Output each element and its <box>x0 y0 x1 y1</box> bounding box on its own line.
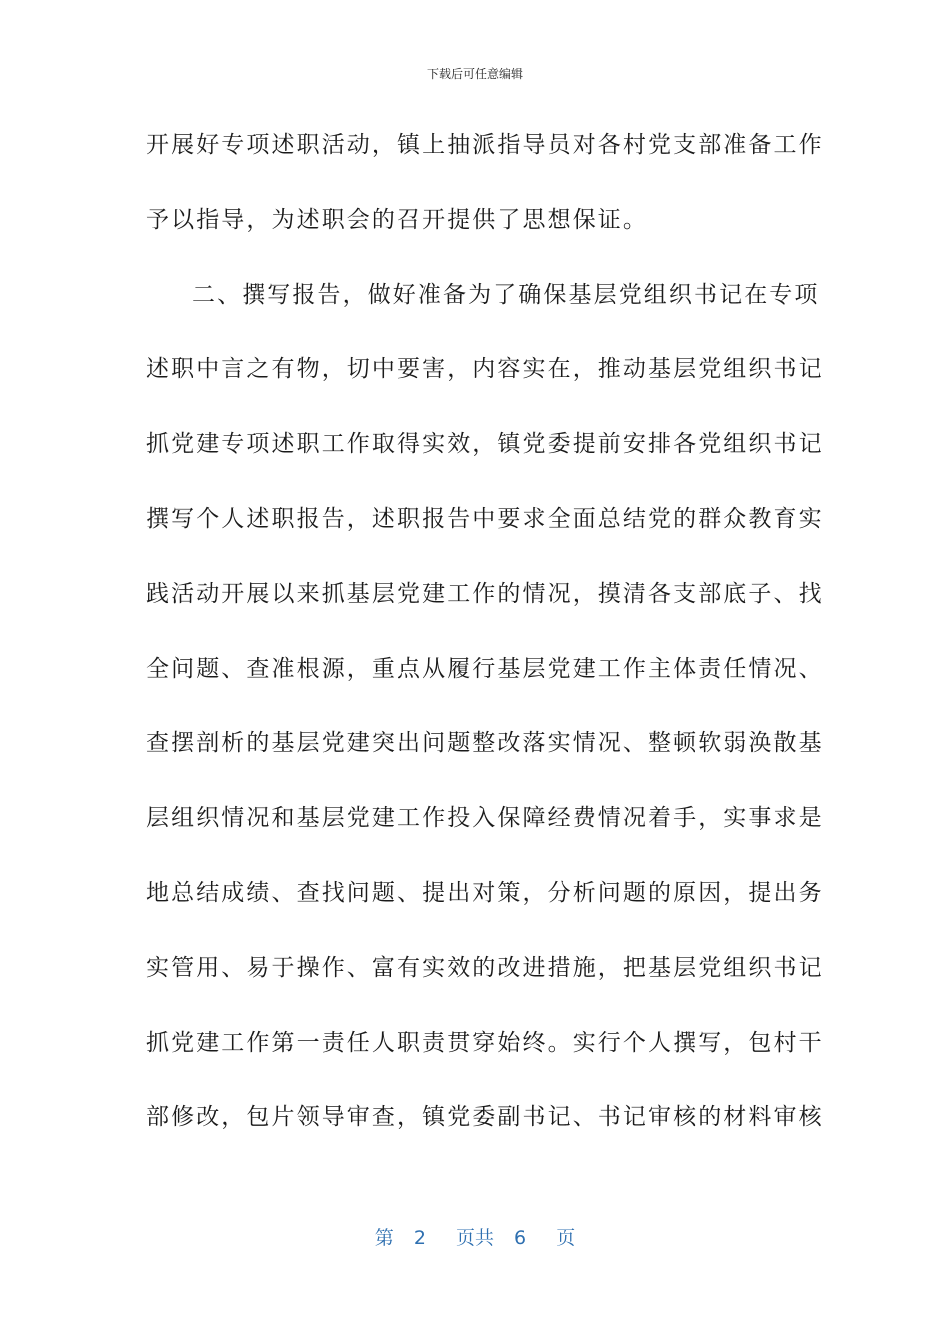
text-line: 实管用、易于操作、富有实效的改进措施，把基层党组织书记 <box>146 954 824 981</box>
text-line: 地总结成绩、查找问题、提出对策，分析问题的原因，提出务 <box>146 879 824 906</box>
footer-middle: 页共 <box>455 1227 494 1249</box>
text-line: 撰写个人述职报告，述职报告中要求全面总结党的群众教育实 <box>146 505 824 532</box>
text-line: 述职中言之有物，切中要害，内容实在，推动基层党组织书记 <box>146 356 824 383</box>
current-page-number: 2 <box>413 1227 426 1249</box>
text-line: 部修改，包片领导审查，镇党委副书记、书记审核的材料审核 <box>146 1104 824 1131</box>
text-line: 查摆剖析的基层党建突出问题整改落实情况、整顿软弱涣散基 <box>146 730 824 757</box>
text-line: 抓党建专项述职工作取得实效，镇党委提前安排各党组织书记 <box>146 431 824 458</box>
text-line: 全问题、查准根源，重点从履行基层党建工作主体责任情况、 <box>146 655 824 682</box>
text-line: 抓党建工作第一责任人职责贯穿始终。实行个人撰写，包村干 <box>146 1029 824 1056</box>
text-line: 践活动开展以来抓基层党建工作的情况，摸清各支部底子、找 <box>146 580 824 607</box>
total-pages-number: 6 <box>514 1227 527 1249</box>
page-footer <box>0 1225 950 1251</box>
text-line: 二、撰写报告，做好准备为了确保基层党组织书记在专项 <box>192 281 820 308</box>
text-line: 予以指导，为述职会的召开提供了思想保证。 <box>146 206 648 233</box>
footer-suffix: 页 <box>556 1227 576 1249</box>
footer-prefix: 第 <box>374 1227 394 1249</box>
text-line: 层组织情况和基层党建工作投入保障经费情况着手，实事求是 <box>146 805 824 832</box>
text-line: 开展好专项述职活动，镇上抽派指导员对各村党支部准备工作 <box>146 132 824 158</box>
page-header-note: 下载后可任意编辑 <box>426 67 523 81</box>
document-body <box>146 127 824 1174</box>
